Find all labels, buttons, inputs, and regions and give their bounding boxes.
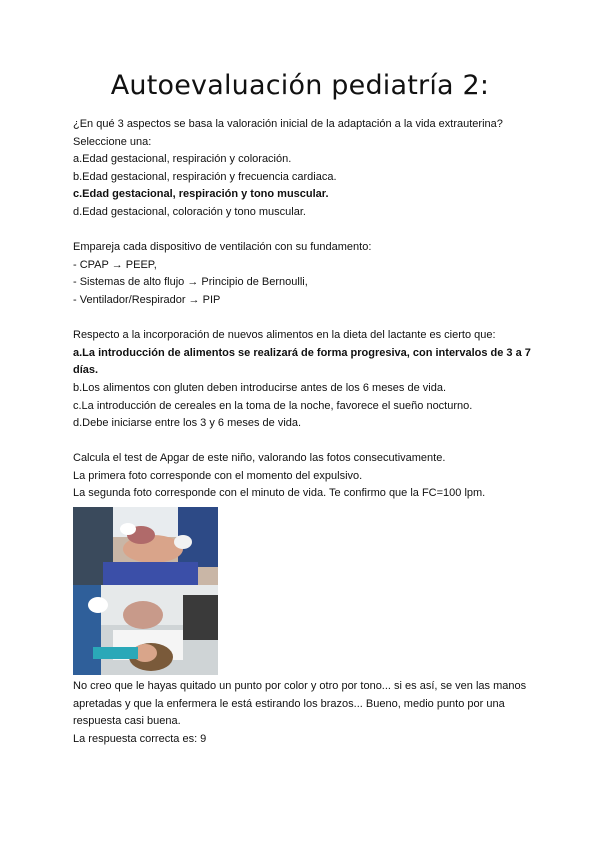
- option-a-correct: a.La introducción de alimentos se realizará de forma progresiva, con intervalos de 3 a 7: [73, 346, 531, 359]
- spacer: [73, 222, 533, 240]
- spacer: [73, 433, 533, 451]
- option-b: b.Edad gestacional, respiración y frecuencia cardiaca.: [73, 170, 337, 183]
- spacer: [73, 310, 533, 328]
- match-item: - Ventilador/Respirador → PIP: [73, 293, 221, 306]
- question-2: [73, 239, 533, 309]
- photo-one-minute: [73, 585, 218, 675]
- photo-delivery-moment: [73, 507, 218, 585]
- question-line: La segunda foto corresponde con el minuto de vida. Te confirmo que la FC=100 lpm.: [73, 487, 486, 500]
- correct-answer: La respuesta correcta es: 9: [73, 732, 207, 745]
- match-item: - Sistemas de alto flujo → Principio de Bernoulli,: [73, 276, 308, 289]
- option-d: d.Edad gestacional, coloración y tono muscular.: [73, 205, 306, 218]
- option-a: a.Edad gestacional, respiración y coloración.: [73, 153, 292, 166]
- option-d: d.Debe iniciarse entre los 3 y 6 meses de vida.: [73, 417, 302, 430]
- question-text: ¿En qué 3 aspectos se basa la valoración inicial de la adaptación a la vida extrauterina?: [73, 118, 503, 130]
- question-line: La primera foto corresponde con el momento del expulsivo.: [73, 469, 363, 482]
- option-b: b.Los alimentos con gluten deben introducirse antes de los 6 meses de vida.: [73, 381, 447, 394]
- question-line: Calcula el test de Apgar de este niño, valorando las fotos consecutivamente.: [73, 452, 446, 465]
- question-text: Empareja cada dispositivo de ventilación con su fundamento:: [73, 241, 372, 254]
- feedback-line: respuesta casi buena.: [73, 715, 181, 728]
- option-a-correct-cont: días.: [73, 364, 99, 377]
- question-3: [73, 327, 533, 433]
- instruction-text: Seleccione una:: [73, 135, 152, 148]
- option-c: c.La introducción de cereales en la toma de la noche, favorece el sueño nocturno.: [73, 399, 473, 412]
- question-1: [73, 116, 533, 222]
- match-item: - CPAP → PEEP,: [73, 258, 157, 271]
- feedback-line: apretadas y que la enfermera le está estirando los brazos... Bueno, medio punto por una: [73, 697, 505, 710]
- photo-group: [73, 507, 218, 675]
- document-body: [73, 116, 533, 748]
- option-c-correct: c.Edad gestacional, respiración y tono muscular.: [73, 188, 329, 201]
- question-4: [73, 450, 533, 748]
- feedback-line: No creo que le hayas quitado un punto por color y otro por tono... si es así, se ven las manos: [73, 680, 527, 693]
- question-text: Respecto a la incorporación de nuevos alimentos en la dieta del lactante es cierto que:: [73, 329, 496, 342]
- page-title: Autoevaluación pediatría 2:: [110, 70, 490, 101]
